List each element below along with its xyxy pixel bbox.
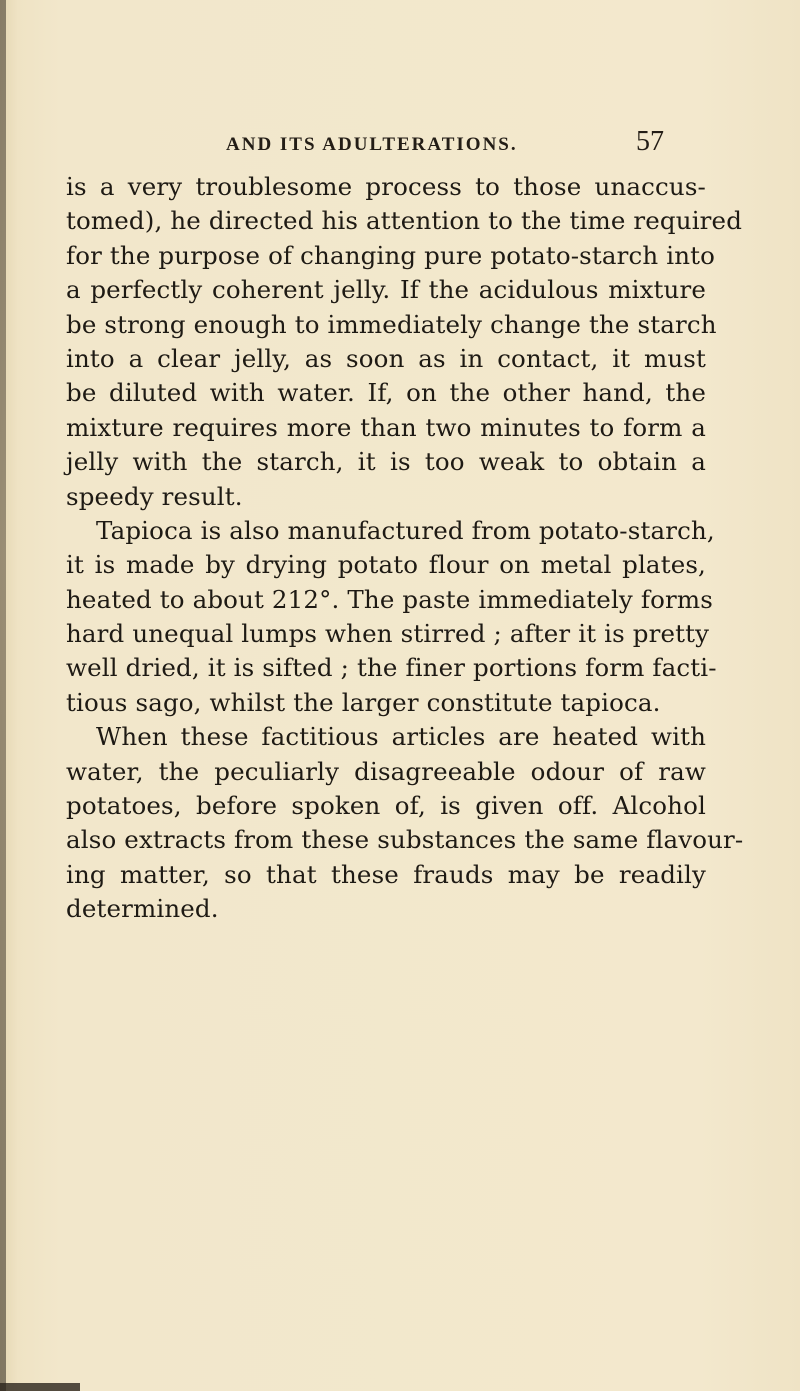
running-head: AND ITS ADULTERATIONS. — [226, 134, 518, 155]
text-line: tious sago, whilst the larger constitute tapioca. — [66, 687, 661, 717]
text-line: well dried, it is sifted ; the finer portions form facti- — [66, 653, 717, 683]
text-line: heated to about 212°. The paste immediately forms — [66, 584, 713, 614]
text-line: for the purpose of changing pure potato-starch into — [66, 240, 716, 270]
text-line: a perfectly coherent jelly. If the acidulous mixture — [66, 275, 706, 305]
text-line: be strong enough to immediately change the starch — [66, 309, 717, 339]
text-line: into a clear jelly, as soon as in contact, it must — [66, 343, 706, 373]
text-line: speedy result. — [66, 481, 243, 511]
text-line: also extracts from these substances the same flavour- — [66, 825, 744, 855]
page-bottom-edge — [0, 1383, 80, 1391]
body-text — [66, 170, 744, 927]
text-line: water, the peculiarly disagreeable odour of raw — [66, 756, 706, 786]
text-line: potatoes, before spoken of, is given off. Alcohol — [66, 791, 706, 821]
paragraph-first-line: When these factitious articles are heated with — [96, 722, 706, 752]
text-line: determined. — [66, 894, 219, 924]
text-line: be diluted with water. If, on the other hand, the — [66, 378, 706, 408]
page-number: 57 — [636, 126, 664, 157]
text-line: mixture requires more than two minutes to form a — [66, 412, 706, 442]
paragraph-first-line: Tapioca is also manufactured from potato-starch, — [96, 515, 715, 545]
text-line: it is made by drying potato flour on metal plates, — [66, 550, 706, 580]
text-line: tomed), he directed his attention to the time required — [66, 206, 743, 236]
text-line: jelly with the starch, it is too weak to obtain a — [66, 447, 706, 477]
text-line: hard unequal lumps when stirred ; after it is pretty — [66, 619, 710, 649]
text-line: ing matter, so that these frauds may be readily — [66, 859, 706, 889]
text-line: is a very troublesome process to those unaccus- — [66, 172, 706, 201]
page-spine-shadow — [0, 0, 6, 1391]
